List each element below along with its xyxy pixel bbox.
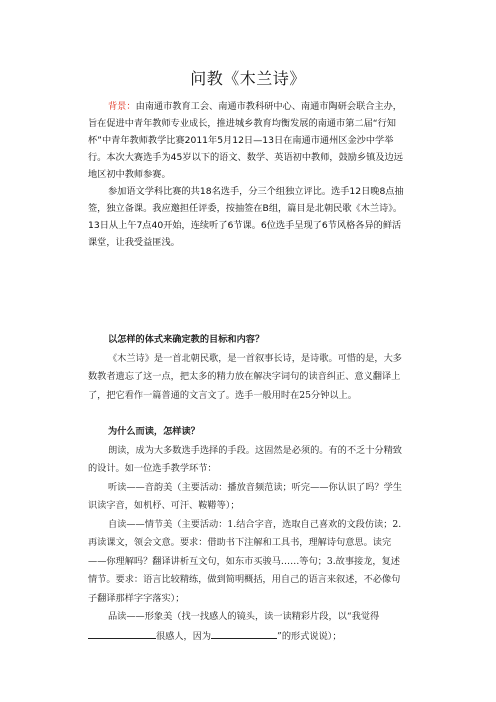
blank-line-1 [88, 627, 122, 639]
section-heading-goals: 以怎样的体式来确定教的目标和内容？ [108, 334, 265, 345]
taste-text-1: 品读——形象美（找一找感人的镜头，读一读精彩片段，以“我觉得 [108, 611, 380, 622]
contest-paragraph: 参加语文学科比赛的共18名选手，分三个组独立评比。选手12日晚8点抽签，独立备课。我应邀担任评委，按抽签在B组，篇目是北朝民歌《木兰诗》。13日从上午7点40开始，连续听了6节课。6位选手呈现了6节风格各异的鲜活课堂，让我受益匪浅。 [88, 186, 404, 248]
listen-paragraph: 听读——音韵美（主要活动：播放音频范读；听完——你认识了吗？学生识读字音，如机杼、可汗、鞍鞯等）； [88, 481, 402, 511]
background-paragraph [88, 98, 408, 183]
reading-paragraph: 朗读，成为大多数选手选择的手段。这固然是必须的。有的不乏十分精致的设计。如一位选手教学环节： [88, 444, 402, 474]
page-title: 问教《木兰诗》 [190, 69, 306, 88]
section-heading-reading: 为什么而读，怎样读？ [108, 426, 200, 437]
background-text: 由南通市教育工会、南通市教科研中心、南通市陶研会联合主办，旨在促进中青年教师专业成长，推进城乡教育均衡发展的南通市第二届“行知杯”中青年教师教学比赛2011年5月12日—13日在南通市通州区金沙中学举行。本次大赛选手为45岁以下的语文、数学、英语初中教师，鼓励乡镇及边远地区初中教师参赛。 [88, 101, 403, 180]
blank-line-3 [211, 627, 277, 639]
background-label: 背景： [108, 101, 136, 112]
intro-paragraph: 《木兰诗》是一首北朝民歌，是一首叙事长诗，是诗歌。可惜的是，大多数教者遗忘了这一点，把太多的精力放在解决字词句的读音纠正、意义翻译上了，把它看作一篇普通的文言文了。选手一般用时在25分钟以上。 [88, 352, 402, 401]
taste-paragraph [88, 608, 408, 646]
taste-text-3: ”的形式说说）； [277, 630, 342, 642]
blank-line-2 [122, 627, 156, 639]
section-2 [88, 423, 408, 646]
self-read-paragraph: 自读——情节美（主要活动：1.结合字音，选取自己喜欢的文段仿读；2.再读课文，领会文意。要求：借助书下注解和工具书，理解诗句意思。读完——你理解吗？翻译讲析互文句，如东市买骏马……等句；3.故事接龙，复述情节。要求：语言比较精练，做到简明概括，用自己的语言来叙述，不必像句子翻译那样字字落实）； [88, 518, 402, 604]
background-section [88, 98, 408, 251]
section-1 [88, 331, 408, 405]
taste-text-2: 很感人，因为 [156, 630, 212, 642]
